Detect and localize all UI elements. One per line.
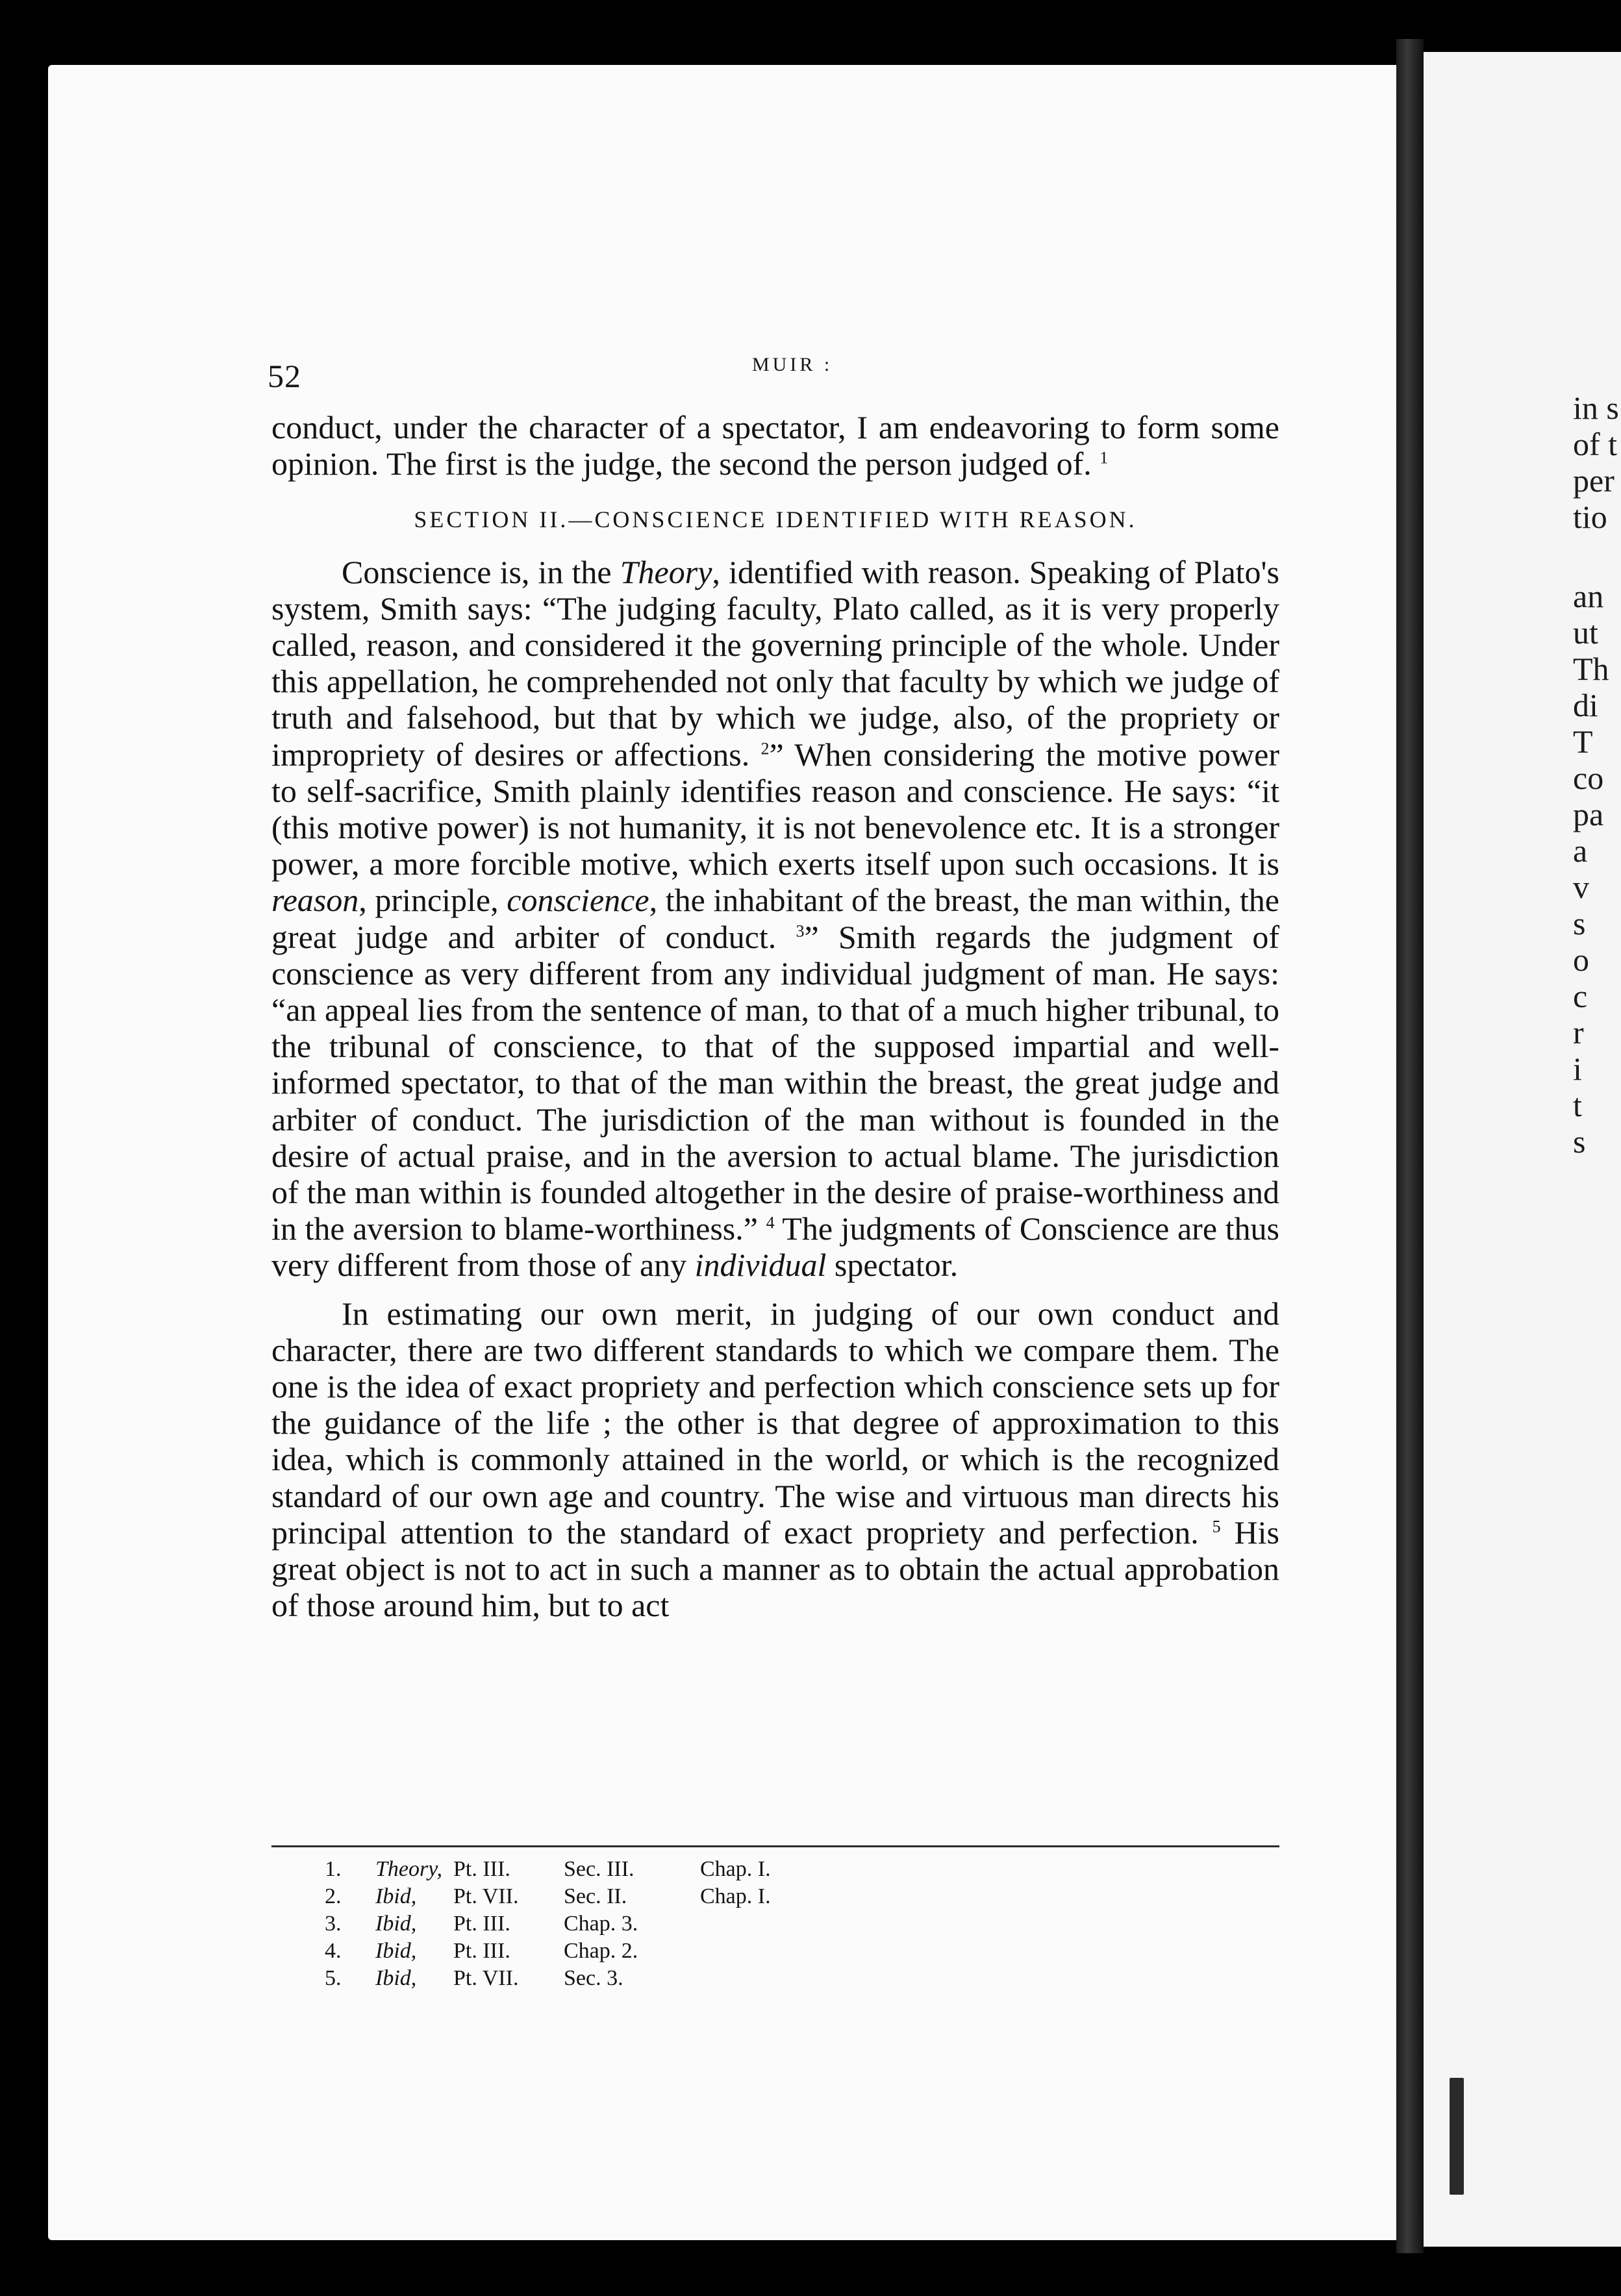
footnote-ref: 5 <box>1212 1517 1221 1536</box>
facing-line: per <box>1573 462 1615 499</box>
footnote-ref: 4 <box>766 1213 775 1232</box>
running-head: MUIR : <box>752 354 833 375</box>
footnote-ref: 2 <box>760 738 770 758</box>
facing-line: v <box>1573 869 1589 905</box>
facing-line: t <box>1573 1087 1582 1123</box>
facing-line: di <box>1573 687 1598 723</box>
book-page-right <box>1424 52 1621 2247</box>
footnote: 2. Ibid, Pt. VII. Sec. II. Chap. I. <box>325 1884 771 1908</box>
facing-line: an <box>1573 578 1604 614</box>
facing-line: co <box>1573 760 1604 796</box>
body-text <box>271 409 1279 1624</box>
facing-line: ut <box>1573 614 1598 651</box>
footnote-ref: 3 <box>796 921 805 940</box>
paragraph: Conscience is, in the Theory, identified with reason. Speaking of Plato's system, Smith says: “The judging faculty, Plato called, as it is very properly called, reason, and considered it the governing principle of the whole. Under this appellation, he comprehended not only that faculty by which we judge of truth and falsehood, but that by which we judge, also, of the propriety or impropriety of desires or affections. $^2$” When considering the motive power to self-sacrifice, Smith plainly identifies reason and conscience. He says: “it (this motive power) is not humanity, it is not benevolence etc. It is a stronger power, a more forcible motive, which exerts itself upon such occasions. It is reason, principle, conscience, the inhabitant of the breast, the man within, the great judge and arbiter of conduct. $^3$” Smith regards the judgment of conscience as very different from any individual judgment of man. He says: “an appeal lies from the sentence of man, to that of a much higher tribunal, to the tribunal of conscience, to that of the supposed impartial and well-informed spectator, to that of the man within the breast, the great judge and arbiter of conduct. The jurisdiction of the man without is founded in the desire of actual praise, and in the aversion to actual blame. The jurisdiction of the man within is founded altogether in the desire of praise-worthiness and in the aversion to blame-worthiness.” $^4$ The judgments of Conscience are thus very different from those of any individual spectator. <box>271 553 1280 1284</box>
footnote-rule <box>271 1845 1279 1847</box>
footnote-ref: 1 <box>1100 448 1109 468</box>
facing-line: Th <box>1573 651 1609 687</box>
section-heading: SECTION II.—CONSCIENCE IDENTIFIED WITH REASON. <box>414 506 1137 533</box>
facing-line: s <box>1573 1123 1586 1160</box>
footnotes <box>325 1856 771 1992</box>
paragraph: In estimating our own merit, in judging of our own conduct and character, there are two different standards to which we compare them. The one is the idea of exact propriety and perfection which conscience sets up for the guidance of the life ; the other is that degree of approximation to this idea, which is commonly attained in the world, or which is the recognized standard of our own age and country. The wise and virtuous man directs his principal attention to the standard of exact propriety and perfection. $^5$ His great object is not to act in such a manner as to obtain the actual approbation of those around him, but to act <box>271 1295 1279 1624</box>
footnote: 3. Ibid, Pt. III. Chap. 3. <box>325 1912 638 1936</box>
facing-line: r <box>1573 1014 1584 1051</box>
facing-line: in s <box>1573 390 1619 426</box>
facing-line: a <box>1573 832 1588 869</box>
facing-line: o <box>1573 942 1589 978</box>
paragraph-continued: conduct, under the character of a spectator, I am endeavoring to form some opinion. The first is the judge, the second the person judged of. $^1$ <box>271 409 1279 482</box>
page-number: 52 <box>268 358 301 394</box>
facing-line: s <box>1573 905 1586 942</box>
facing-line: i <box>1573 1051 1582 1087</box>
facing-line: T <box>1573 723 1593 760</box>
bookmark-tab <box>1450 2078 1464 2195</box>
footnote: 5. Ibid, Pt. VII. Sec. 3. <box>325 1966 623 1990</box>
facing-line: of t <box>1573 426 1618 462</box>
facing-line: pa <box>1573 796 1604 832</box>
facing-line: tio <box>1573 499 1607 535</box>
book-binding <box>1396 39 1424 2253</box>
footnote: 1. Theory, Pt. III. Sec. III. Chap. I. <box>325 1857 771 1881</box>
facing-line: c <box>1573 978 1588 1014</box>
footnote: 4. Ibid, Pt. III. Chap. 2. <box>325 1939 638 1963</box>
